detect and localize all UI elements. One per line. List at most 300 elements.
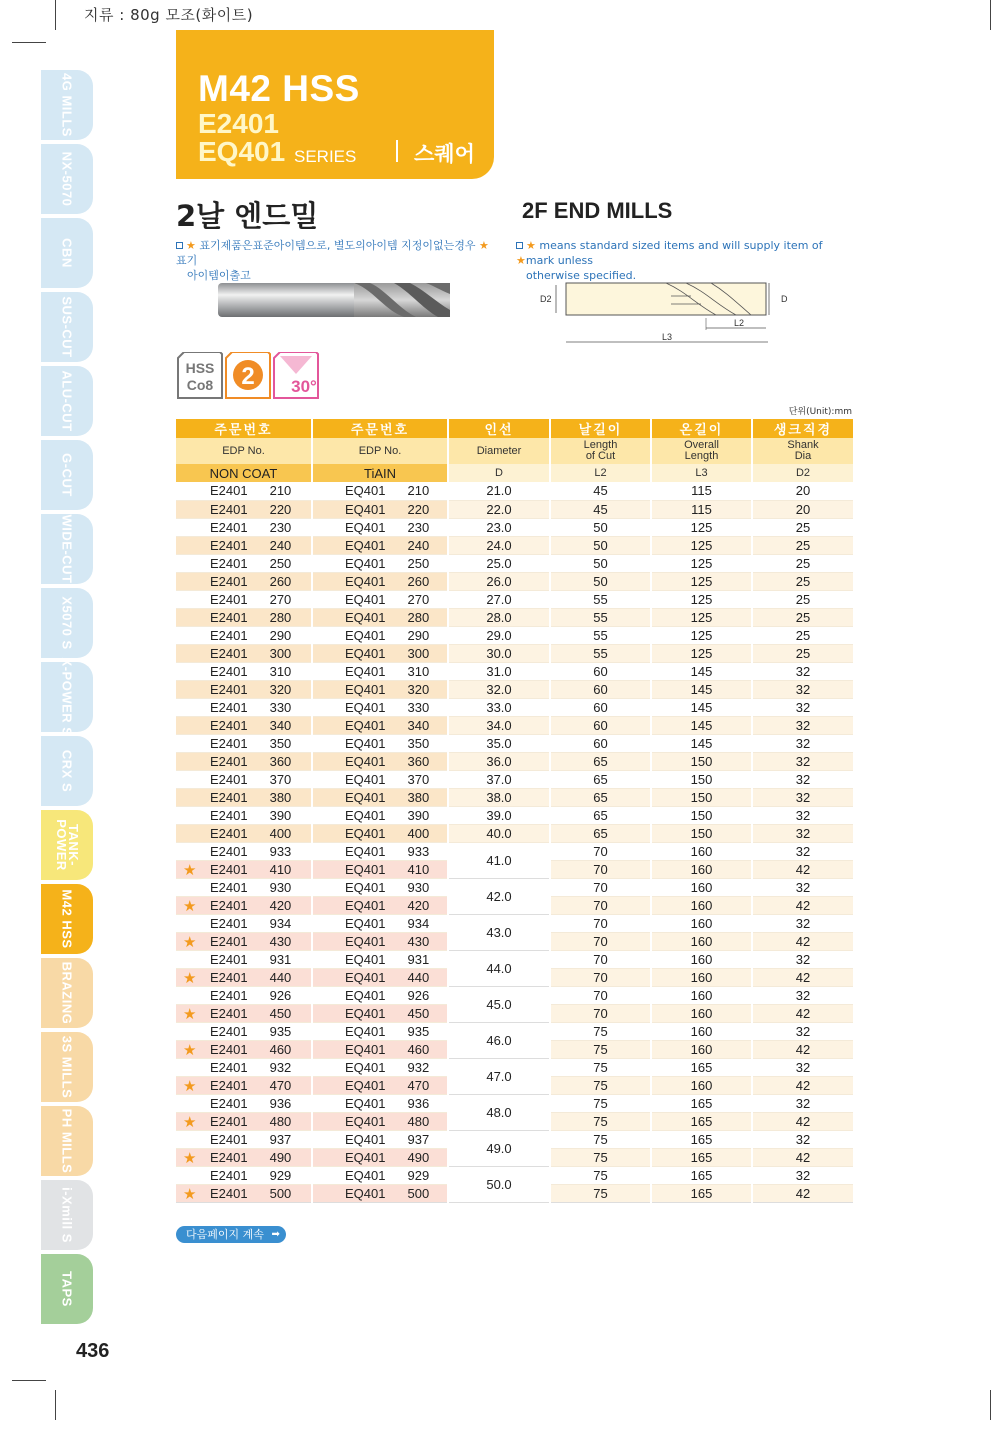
overall-length: 160	[651, 1076, 752, 1094]
edp-non-coat	[176, 1094, 312, 1112]
edp-prefix: EQ401	[345, 1095, 386, 1111]
edp-number: 220	[269, 501, 292, 517]
standard-item-note-ko	[176, 238, 496, 283]
edp-number: 930	[407, 879, 430, 895]
table-row	[176, 698, 853, 716]
edp-tialn	[312, 842, 448, 860]
length-of-cut: 75	[550, 1058, 651, 1076]
edp-number: 931	[269, 951, 292, 967]
overall-length: 125	[651, 572, 752, 590]
length-of-cut: 45	[550, 500, 651, 518]
side-tab[interactable]	[41, 810, 93, 880]
star-icon: ★	[516, 254, 526, 267]
edp-tialn	[312, 914, 448, 932]
edp-number: 460	[269, 1041, 292, 1057]
table-row	[176, 680, 853, 698]
edp-non-coat	[176, 1166, 312, 1184]
shank-dia: 32	[752, 842, 853, 860]
edp-number: 270	[269, 591, 292, 607]
edp-prefix: E2401	[210, 699, 248, 715]
side-tab[interactable]	[41, 218, 93, 288]
header-row-ko	[176, 419, 853, 438]
edp-number: 430	[407, 933, 430, 949]
note-en-line1a: means standard sized items and will supply item of	[539, 239, 823, 252]
side-tab[interactable]	[41, 514, 93, 584]
edp-prefix: EQ401	[345, 897, 386, 913]
length-of-cut: 70	[550, 896, 651, 914]
edp-tialn	[312, 986, 448, 1004]
series-type: 스퀘어	[414, 142, 475, 166]
series-code-coated: EQ401	[198, 136, 286, 167]
length-of-cut: 55	[550, 644, 651, 662]
header-en-line: Diameter	[476, 444, 522, 457]
shank-dia: 25	[752, 590, 853, 608]
table-row	[176, 914, 853, 932]
edp-number: 240	[407, 537, 430, 553]
edp-tialn	[312, 1058, 448, 1076]
edp-number: 480	[269, 1113, 292, 1129]
side-tab[interactable]	[41, 884, 93, 954]
side-tab[interactable]	[41, 1106, 93, 1176]
overall-length: 125	[651, 626, 752, 644]
edp-prefix: E2401	[210, 1023, 248, 1039]
edp-number: 390	[407, 807, 430, 823]
edp-prefix: E2401	[210, 825, 248, 841]
side-tab[interactable]	[41, 1254, 93, 1324]
diameter: 29.0	[448, 626, 550, 644]
table-row	[176, 734, 853, 752]
badge-flutes: 2	[241, 363, 255, 390]
edp-number: 937	[269, 1131, 292, 1147]
shank-dia: 32	[752, 716, 853, 734]
diameter: 31.0	[448, 662, 550, 680]
edp-non-coat	[176, 1112, 312, 1130]
edp-tialn	[312, 806, 448, 824]
side-tab[interactable]	[41, 657, 93, 737]
overall-length: 150	[651, 752, 752, 770]
edp-prefix: E2401	[210, 1059, 248, 1075]
label-d: D	[781, 294, 788, 304]
edp-tialn	[312, 932, 448, 950]
edp-number: 430	[269, 933, 292, 949]
edp-tialn	[312, 536, 448, 554]
edp-prefix: EQ401	[345, 969, 386, 985]
edp-number: 360	[407, 753, 430, 769]
edp-prefix: EQ401	[345, 573, 386, 589]
edp-non-coat	[176, 770, 312, 788]
edp-tialn	[312, 590, 448, 608]
overall-length: 150	[651, 806, 752, 824]
side-tab-label: i-Xmill S	[59, 1187, 75, 1243]
header-en-line: Overall	[684, 439, 719, 451]
length-of-cut: 75	[550, 1166, 651, 1184]
table-row	[176, 644, 853, 662]
edp-prefix: EQ401	[345, 1059, 386, 1075]
header-en	[651, 438, 752, 464]
edp-number: 440	[407, 969, 430, 985]
header-en	[312, 438, 448, 464]
edp-prefix: EQ401	[345, 609, 386, 625]
shank-dia: 32	[752, 1166, 853, 1184]
shank-dia: 42	[752, 860, 853, 878]
star-icon: ★	[183, 1185, 197, 1203]
crop-mark	[990, 0, 991, 30]
next-page-button[interactable]	[176, 1226, 286, 1243]
side-tab[interactable]	[41, 958, 93, 1028]
badge-material-line2: Co8	[186, 377, 214, 393]
side-tab-label: NX-5070	[59, 151, 75, 207]
star-icon: ★	[183, 933, 197, 951]
table-row	[176, 806, 853, 824]
edp-number: 937	[407, 1131, 430, 1147]
edp-tialn	[312, 968, 448, 986]
edp-prefix: EQ401	[345, 537, 386, 553]
overall-length: 160	[651, 1004, 752, 1022]
edp-non-coat	[176, 932, 312, 950]
edp-prefix: E2401	[210, 591, 248, 607]
edp-number: 340	[407, 717, 430, 733]
length-of-cut: 70	[550, 950, 651, 968]
series-title-block	[176, 30, 494, 179]
header-ko: 주문번호	[176, 419, 312, 438]
edp-non-coat	[176, 752, 312, 770]
edp-prefix: E2401	[210, 537, 248, 553]
header-en-line: EDP No.	[222, 444, 265, 457]
edp-number: 210	[407, 483, 430, 499]
edp-prefix: E2401	[210, 753, 248, 769]
edp-prefix: E2401	[210, 483, 248, 499]
header-symbol: D2	[752, 464, 853, 482]
shank-dia: 32	[752, 788, 853, 806]
edp-non-coat	[176, 662, 312, 680]
overall-length: 160	[651, 914, 752, 932]
edp-number: 926	[269, 987, 292, 1003]
overall-length: 145	[651, 680, 752, 698]
diameter: 33.0	[448, 698, 550, 716]
edp-number: 400	[269, 825, 292, 841]
table-row	[176, 986, 853, 1004]
overall-length: 145	[651, 662, 752, 680]
diameter: 22.0	[448, 500, 550, 518]
length-of-cut: 70	[550, 878, 651, 896]
star-icon: ★	[183, 1149, 197, 1167]
edp-number: 240	[269, 537, 292, 553]
edp-prefix: EQ401	[345, 591, 386, 607]
edp-tialn	[312, 734, 448, 752]
edp-prefix: E2401	[210, 1185, 248, 1201]
edp-number: 490	[407, 1149, 430, 1165]
diameter: 41.0	[448, 842, 550, 878]
diameter: 27.0	[448, 590, 550, 608]
edp-number: 490	[269, 1149, 292, 1165]
length-of-cut: 75	[550, 1022, 651, 1040]
table-row	[176, 626, 853, 644]
edp-number: 290	[269, 627, 292, 643]
length-of-cut: 75	[550, 1112, 651, 1130]
length-of-cut: 75	[550, 1094, 651, 1112]
length-of-cut: 55	[550, 590, 651, 608]
edp-prefix: E2401	[210, 843, 248, 859]
edp-non-coat	[176, 716, 312, 734]
label-l3: L3	[662, 332, 673, 342]
table-row	[176, 824, 853, 842]
edp-non-coat	[176, 860, 312, 878]
edp-number: 320	[269, 681, 292, 697]
shank-dia: 32	[752, 698, 853, 716]
edp-non-coat	[176, 1058, 312, 1076]
edp-tialn	[312, 770, 448, 788]
length-of-cut: 75	[550, 1130, 651, 1148]
shank-dia: 25	[752, 536, 853, 554]
edp-non-coat	[176, 590, 312, 608]
side-tab[interactable]	[41, 366, 93, 436]
table-row	[176, 788, 853, 806]
overall-length: 160	[651, 932, 752, 950]
side-tab[interactable]	[41, 144, 93, 214]
star-icon: ★	[183, 1041, 197, 1059]
shank-dia: 32	[752, 824, 853, 842]
edp-number: 310	[269, 663, 292, 679]
edp-tialn	[312, 1094, 448, 1112]
edp-number: 450	[407, 1005, 430, 1021]
table-row	[176, 662, 853, 680]
edp-non-coat	[176, 1004, 312, 1022]
star-icon: ★	[526, 239, 536, 252]
edp-tialn	[312, 644, 448, 662]
edp-non-coat	[176, 788, 312, 806]
overall-length: 165	[651, 1058, 752, 1076]
table-row	[176, 590, 853, 608]
edp-number: 270	[407, 591, 430, 607]
diameter: 39.0	[448, 806, 550, 824]
edp-number: 931	[407, 951, 430, 967]
edp-prefix: E2401	[210, 807, 248, 823]
edp-prefix: EQ401	[345, 1167, 386, 1183]
label-l2: L2	[734, 318, 745, 328]
length-of-cut: 65	[550, 806, 651, 824]
star-icon: ★	[183, 1113, 197, 1131]
diameter: 44.0	[448, 950, 550, 986]
edp-prefix: E2401	[210, 1077, 248, 1093]
edp-number: 420	[407, 897, 430, 913]
header-en-line: Dia	[794, 450, 812, 462]
heading-korean: 2날 엔드밀	[176, 199, 319, 233]
table-row	[176, 1022, 853, 1040]
edp-number: 310	[407, 663, 430, 679]
edp-number: 926	[407, 987, 430, 1003]
star-icon: ★	[183, 897, 197, 915]
edp-number: 935	[407, 1023, 430, 1039]
edp-non-coat	[176, 734, 312, 752]
edp-prefix: EQ401	[345, 987, 386, 1003]
length-of-cut: 50	[550, 554, 651, 572]
edp-prefix: E2401	[210, 663, 248, 679]
edp-non-coat	[176, 680, 312, 698]
side-tab[interactable]	[41, 1180, 93, 1250]
edp-tialn	[312, 878, 448, 896]
edp-number: 250	[269, 555, 292, 571]
standard-item-note-en	[516, 238, 856, 283]
crop-mark	[990, 1390, 991, 1420]
edp-prefix: E2401	[210, 735, 248, 751]
table-row	[176, 554, 853, 572]
edp-number: 410	[407, 861, 430, 877]
overall-length: 115	[651, 482, 752, 500]
edp-non-coat	[176, 644, 312, 662]
shank-dia: 25	[752, 644, 853, 662]
badge-helix: 30°	[291, 377, 317, 396]
diameter: 43.0	[448, 914, 550, 950]
edp-prefix: EQ401	[345, 681, 386, 697]
crop-mark	[12, 42, 46, 43]
edp-tialn	[312, 1004, 448, 1022]
edp-prefix: EQ401	[345, 915, 386, 931]
edp-prefix: E2401	[210, 897, 248, 913]
side-tab-label: CBN	[59, 238, 75, 268]
edp-prefix: EQ401	[345, 1113, 386, 1129]
edp-tialn	[312, 1130, 448, 1148]
shank-dia: 25	[752, 626, 853, 644]
shank-dia: 42	[752, 1148, 853, 1166]
length-of-cut: 70	[550, 1004, 651, 1022]
overall-length: 125	[651, 590, 752, 608]
shank-dia: 32	[752, 680, 853, 698]
edp-prefix: E2401	[210, 1167, 248, 1183]
edp-number: 440	[269, 969, 292, 985]
shank-dia: 42	[752, 968, 853, 986]
edp-prefix: EQ401	[345, 789, 386, 805]
shank-dia: 32	[752, 950, 853, 968]
length-of-cut: 70	[550, 932, 651, 950]
edp-prefix: EQ401	[345, 645, 386, 661]
edp-non-coat	[176, 626, 312, 644]
edp-tialn	[312, 1112, 448, 1130]
table-row	[176, 1130, 853, 1148]
edp-number: 930	[269, 879, 292, 895]
edp-prefix: EQ401	[345, 735, 386, 751]
diameter: 24.0	[448, 536, 550, 554]
series-title: M42 HSS	[198, 68, 360, 109]
overall-length: 125	[651, 536, 752, 554]
length-of-cut: 70	[550, 986, 651, 1004]
edp-number: 934	[269, 915, 292, 931]
overall-length: 145	[651, 698, 752, 716]
overall-length: 165	[651, 1184, 752, 1202]
shank-dia: 42	[752, 1076, 853, 1094]
side-tab-label: M42 HSS	[59, 889, 75, 949]
length-of-cut: 65	[550, 788, 651, 806]
overall-length: 160	[651, 878, 752, 896]
length-of-cut: 75	[550, 1148, 651, 1166]
length-of-cut: 55	[550, 626, 651, 644]
table-row	[176, 878, 853, 896]
side-tab-label: SUS-CUT	[59, 296, 75, 358]
length-of-cut: 60	[550, 734, 651, 752]
table-row	[176, 752, 853, 770]
edp-number: 290	[407, 627, 430, 643]
edp-prefix: EQ401	[345, 1077, 386, 1093]
side-tab[interactable]	[41, 588, 93, 658]
diameter: 37.0	[448, 770, 550, 788]
note-en-line1b: mark unless	[525, 254, 593, 267]
edp-prefix: EQ401	[345, 555, 386, 571]
diameter: 36.0	[448, 752, 550, 770]
edp-prefix: EQ401	[345, 1041, 386, 1057]
crop-mark	[55, 0, 56, 30]
edp-tialn	[312, 680, 448, 698]
side-tab-label: 4G MILLS	[59, 73, 75, 137]
edp-number: 470	[407, 1077, 430, 1093]
table-row	[176, 1166, 853, 1184]
diameter: 35.0	[448, 734, 550, 752]
overall-length: 145	[651, 734, 752, 752]
header-symbol: D	[448, 464, 550, 482]
edp-number: 932	[407, 1059, 430, 1075]
shank-dia: 25	[752, 518, 853, 536]
edp-number: 929	[269, 1167, 292, 1183]
header-en-line: Length	[583, 439, 618, 451]
table-row	[176, 716, 853, 734]
header-en-line: EDP No.	[358, 444, 402, 457]
length-of-cut: 75	[550, 1076, 651, 1094]
note-ko-line1: 표기제품은표준아이템으로, 별도의아이템 지정이없는경우	[199, 239, 476, 252]
edp-non-coat	[176, 842, 312, 860]
header-symbol: L2	[550, 464, 651, 482]
edp-number: 460	[407, 1041, 430, 1057]
shank-dia: 32	[752, 1094, 853, 1112]
edp-prefix: EQ401	[345, 807, 386, 823]
overall-length: 160	[651, 968, 752, 986]
overall-length: 160	[651, 950, 752, 968]
side-tab[interactable]	[41, 440, 93, 510]
edp-tialn	[312, 824, 448, 842]
length-of-cut: 70	[550, 914, 651, 932]
shank-dia: 32	[752, 1022, 853, 1040]
side-tab[interactable]	[41, 70, 93, 140]
square-bullet-icon	[516, 242, 523, 249]
edp-non-coat	[176, 986, 312, 1004]
edp-number: 380	[269, 789, 292, 805]
edp-number: 936	[269, 1095, 292, 1111]
edp-number: 220	[407, 501, 430, 517]
side-tab[interactable]	[41, 292, 93, 362]
edp-non-coat	[176, 1130, 312, 1148]
edp-number: 330	[407, 699, 430, 715]
side-tab-label: BRAZING	[59, 961, 75, 1025]
side-tab[interactable]	[41, 736, 93, 806]
edp-number: 932	[269, 1059, 292, 1075]
side-tab[interactable]	[41, 1032, 93, 1102]
edp-prefix: E2401	[210, 1095, 248, 1111]
edp-prefix: EQ401	[345, 699, 386, 715]
overall-length: 165	[651, 1112, 752, 1130]
edp-non-coat	[176, 608, 312, 626]
side-tab-label: PH MILLS	[59, 1108, 75, 1174]
edp-prefix: E2401	[210, 1131, 248, 1147]
edp-non-coat	[176, 824, 312, 842]
edp-number: 370	[269, 771, 292, 787]
product-table	[176, 419, 853, 1203]
star-icon: ★	[183, 1005, 197, 1023]
edp-tialn	[312, 662, 448, 680]
edp-prefix: E2401	[210, 879, 248, 895]
edp-non-coat	[176, 698, 312, 716]
length-of-cut: 60	[550, 662, 651, 680]
edp-number: 450	[269, 1005, 292, 1021]
diameter: 50.0	[448, 1166, 550, 1202]
diameter: 40.0	[448, 824, 550, 842]
edp-tialn	[312, 1040, 448, 1058]
